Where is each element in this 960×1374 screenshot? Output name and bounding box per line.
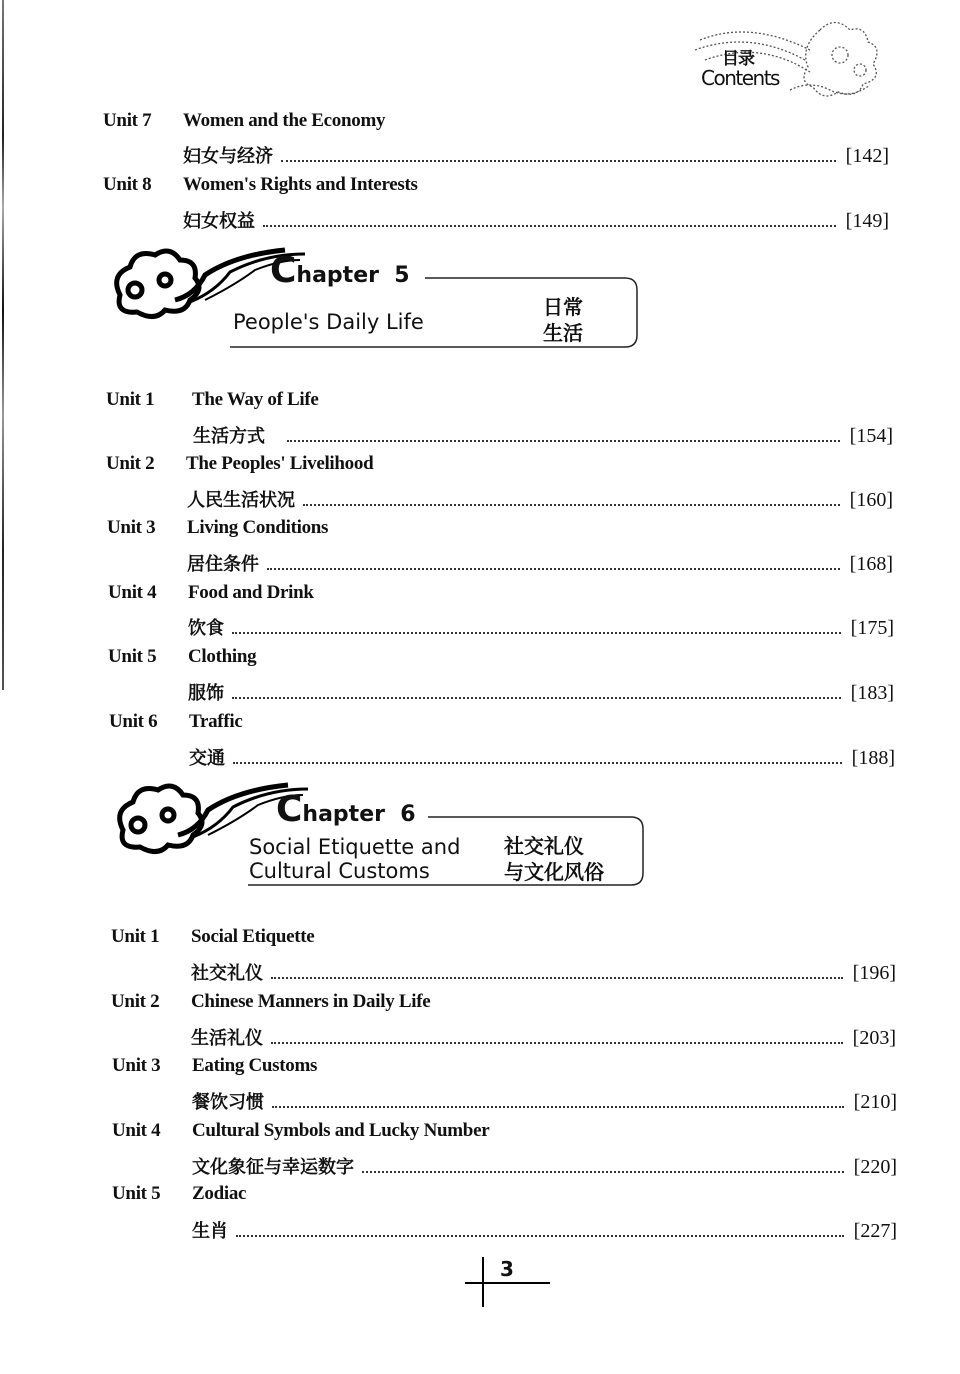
- dot-leader: [303, 503, 840, 506]
- unit-title-cn: 文化象征与幸运数字: [192, 1157, 354, 1178]
- dot-leader: [272, 1105, 844, 1108]
- unit-cn-line[interactable]: [188, 679, 894, 705]
- unit-title: Clothing: [188, 646, 257, 667]
- unit-label: Unit 2: [111, 991, 160, 1012]
- unit-cn-line[interactable]: [189, 744, 895, 770]
- page-number: [142]: [845, 145, 889, 167]
- chapter-title-cn: 社交礼仪 与文化风俗: [504, 834, 604, 884]
- unit-title: Traffic: [189, 711, 243, 732]
- unit-label: Unit 5: [112, 1183, 161, 1204]
- page-number: [203]: [852, 1027, 896, 1049]
- unit-title: Eating Customs: [192, 1055, 318, 1076]
- scan-edge: [2, 0, 4, 690]
- page-number: [149]: [845, 210, 889, 232]
- unit-heading: [106, 389, 319, 411]
- unit-title-cn: 居住条件: [187, 554, 259, 575]
- dot-leader: [267, 567, 840, 570]
- unit-cn-line[interactable]: [187, 550, 893, 576]
- dot-leader: [236, 1234, 844, 1237]
- page-number: [196]: [852, 962, 896, 984]
- dot-leader: [362, 1170, 844, 1173]
- unit-label: Unit 7: [103, 110, 152, 131]
- chapter-banner-6: [108, 775, 653, 895]
- dot-leader: [233, 761, 842, 764]
- chapter-number: 5: [394, 263, 410, 288]
- unit-label: Unit 3: [112, 1055, 161, 1076]
- chapter-number: 6: [400, 802, 416, 827]
- unit-title-cn: 餐饮习惯: [192, 1092, 264, 1113]
- unit-title-cn: 妇女与经济: [183, 146, 273, 167]
- page-folio-number: 3: [500, 1257, 514, 1281]
- unit-title-cn: 服饰: [188, 683, 224, 704]
- unit-heading: [111, 991, 430, 1013]
- page-number: [154]: [849, 425, 893, 447]
- chapter-heading: Chapter 6: [276, 789, 416, 830]
- unit-label: Unit 6: [109, 711, 158, 732]
- dot-leader: [263, 224, 836, 227]
- page-number: [168]: [849, 553, 893, 575]
- unit-cn-line[interactable]: [188, 614, 894, 640]
- unit-cn-line[interactable]: [183, 142, 889, 168]
- unit-cn-line[interactable]: [192, 1088, 897, 1114]
- unit-label: Unit 1: [106, 389, 155, 410]
- dot-leader: [287, 439, 840, 442]
- unit-heading: [108, 646, 256, 668]
- page-number: [188]: [851, 747, 895, 769]
- unit-heading: [112, 1055, 317, 1077]
- unit-title: Chinese Manners in Daily Life: [191, 991, 431, 1012]
- page-number: [160]: [849, 489, 893, 511]
- unit-title-cn: 生活方式: [193, 426, 265, 447]
- chapter-title-en: People's Daily Life: [233, 310, 424, 334]
- unit-title: Women and the Economy: [183, 110, 386, 131]
- unit-title: Social Etiquette: [191, 926, 315, 947]
- unit-heading: [108, 582, 314, 604]
- unit-title: Zodiac: [192, 1183, 247, 1204]
- page-number: [210]: [853, 1091, 897, 1113]
- header-title-en: Contents: [701, 66, 779, 90]
- unit-cn-line[interactable]: [191, 959, 896, 985]
- unit-title-cn: 饮食: [188, 618, 224, 639]
- unit-label: Unit 1: [111, 926, 160, 947]
- unit-cn-line[interactable]: [191, 1024, 896, 1050]
- unit-heading: [111, 926, 314, 948]
- unit-title-cn: 妇女权益: [183, 211, 255, 232]
- unit-cn-line[interactable]: [183, 207, 889, 233]
- unit-label: Unit 4: [112, 1120, 161, 1141]
- unit-cn-line[interactable]: [192, 1217, 897, 1243]
- unit-label: Unit 3: [107, 517, 156, 538]
- chapter-heading: Chapter 5: [270, 250, 410, 291]
- unit-title: Women's Rights and Interests: [183, 174, 418, 195]
- dot-leader: [232, 631, 841, 634]
- unit-title-cn: 生活礼仪: [191, 1028, 263, 1049]
- dot-leader: [271, 1041, 843, 1044]
- unit-heading: [107, 517, 328, 539]
- chapter-title-en: Social Etiquette and Cultural Customs: [249, 835, 461, 883]
- unit-title: The Peoples' Livelihood: [186, 453, 374, 474]
- unit-label: Unit 5: [108, 646, 157, 667]
- unit-title: Living Conditions: [187, 517, 329, 538]
- unit-label: Unit 8: [103, 174, 152, 195]
- unit-label: Unit 2: [106, 453, 155, 474]
- page-number: [227]: [853, 1220, 897, 1242]
- page-number: [175]: [850, 617, 894, 639]
- chapter-banner-5: [105, 240, 645, 355]
- dot-leader: [281, 159, 836, 162]
- unit-cn-line[interactable]: [192, 1153, 897, 1179]
- unit-heading: [112, 1120, 489, 1142]
- unit-title: Food and Drink: [188, 582, 314, 603]
- unit-title: The Way of Life: [192, 389, 319, 410]
- unit-cn-line[interactable]: [187, 486, 893, 512]
- unit-title-cn: 生肖: [192, 1221, 228, 1242]
- page-number: [220]: [853, 1156, 897, 1178]
- unit-heading: [103, 110, 385, 132]
- page-number: [183]: [850, 682, 894, 704]
- dot-leader: [232, 696, 841, 699]
- unit-cn-line[interactable]: [193, 422, 893, 448]
- unit-title-cn: 人民生活状况: [187, 490, 295, 511]
- unit-heading: [106, 453, 373, 475]
- unit-heading: [112, 1183, 246, 1205]
- unit-label: Unit 4: [108, 582, 157, 603]
- dot-leader: [271, 976, 843, 979]
- unit-heading: [103, 174, 418, 196]
- chapter-title-cn: 日常 生活: [543, 295, 583, 345]
- unit-title-cn: 交通: [189, 748, 225, 769]
- unit-heading: [109, 711, 242, 733]
- unit-title: Cultural Symbols and Lucky Number: [192, 1120, 490, 1141]
- unit-title-cn: 社交礼仪: [191, 963, 263, 984]
- header-title-cn: 目录: [722, 49, 754, 69]
